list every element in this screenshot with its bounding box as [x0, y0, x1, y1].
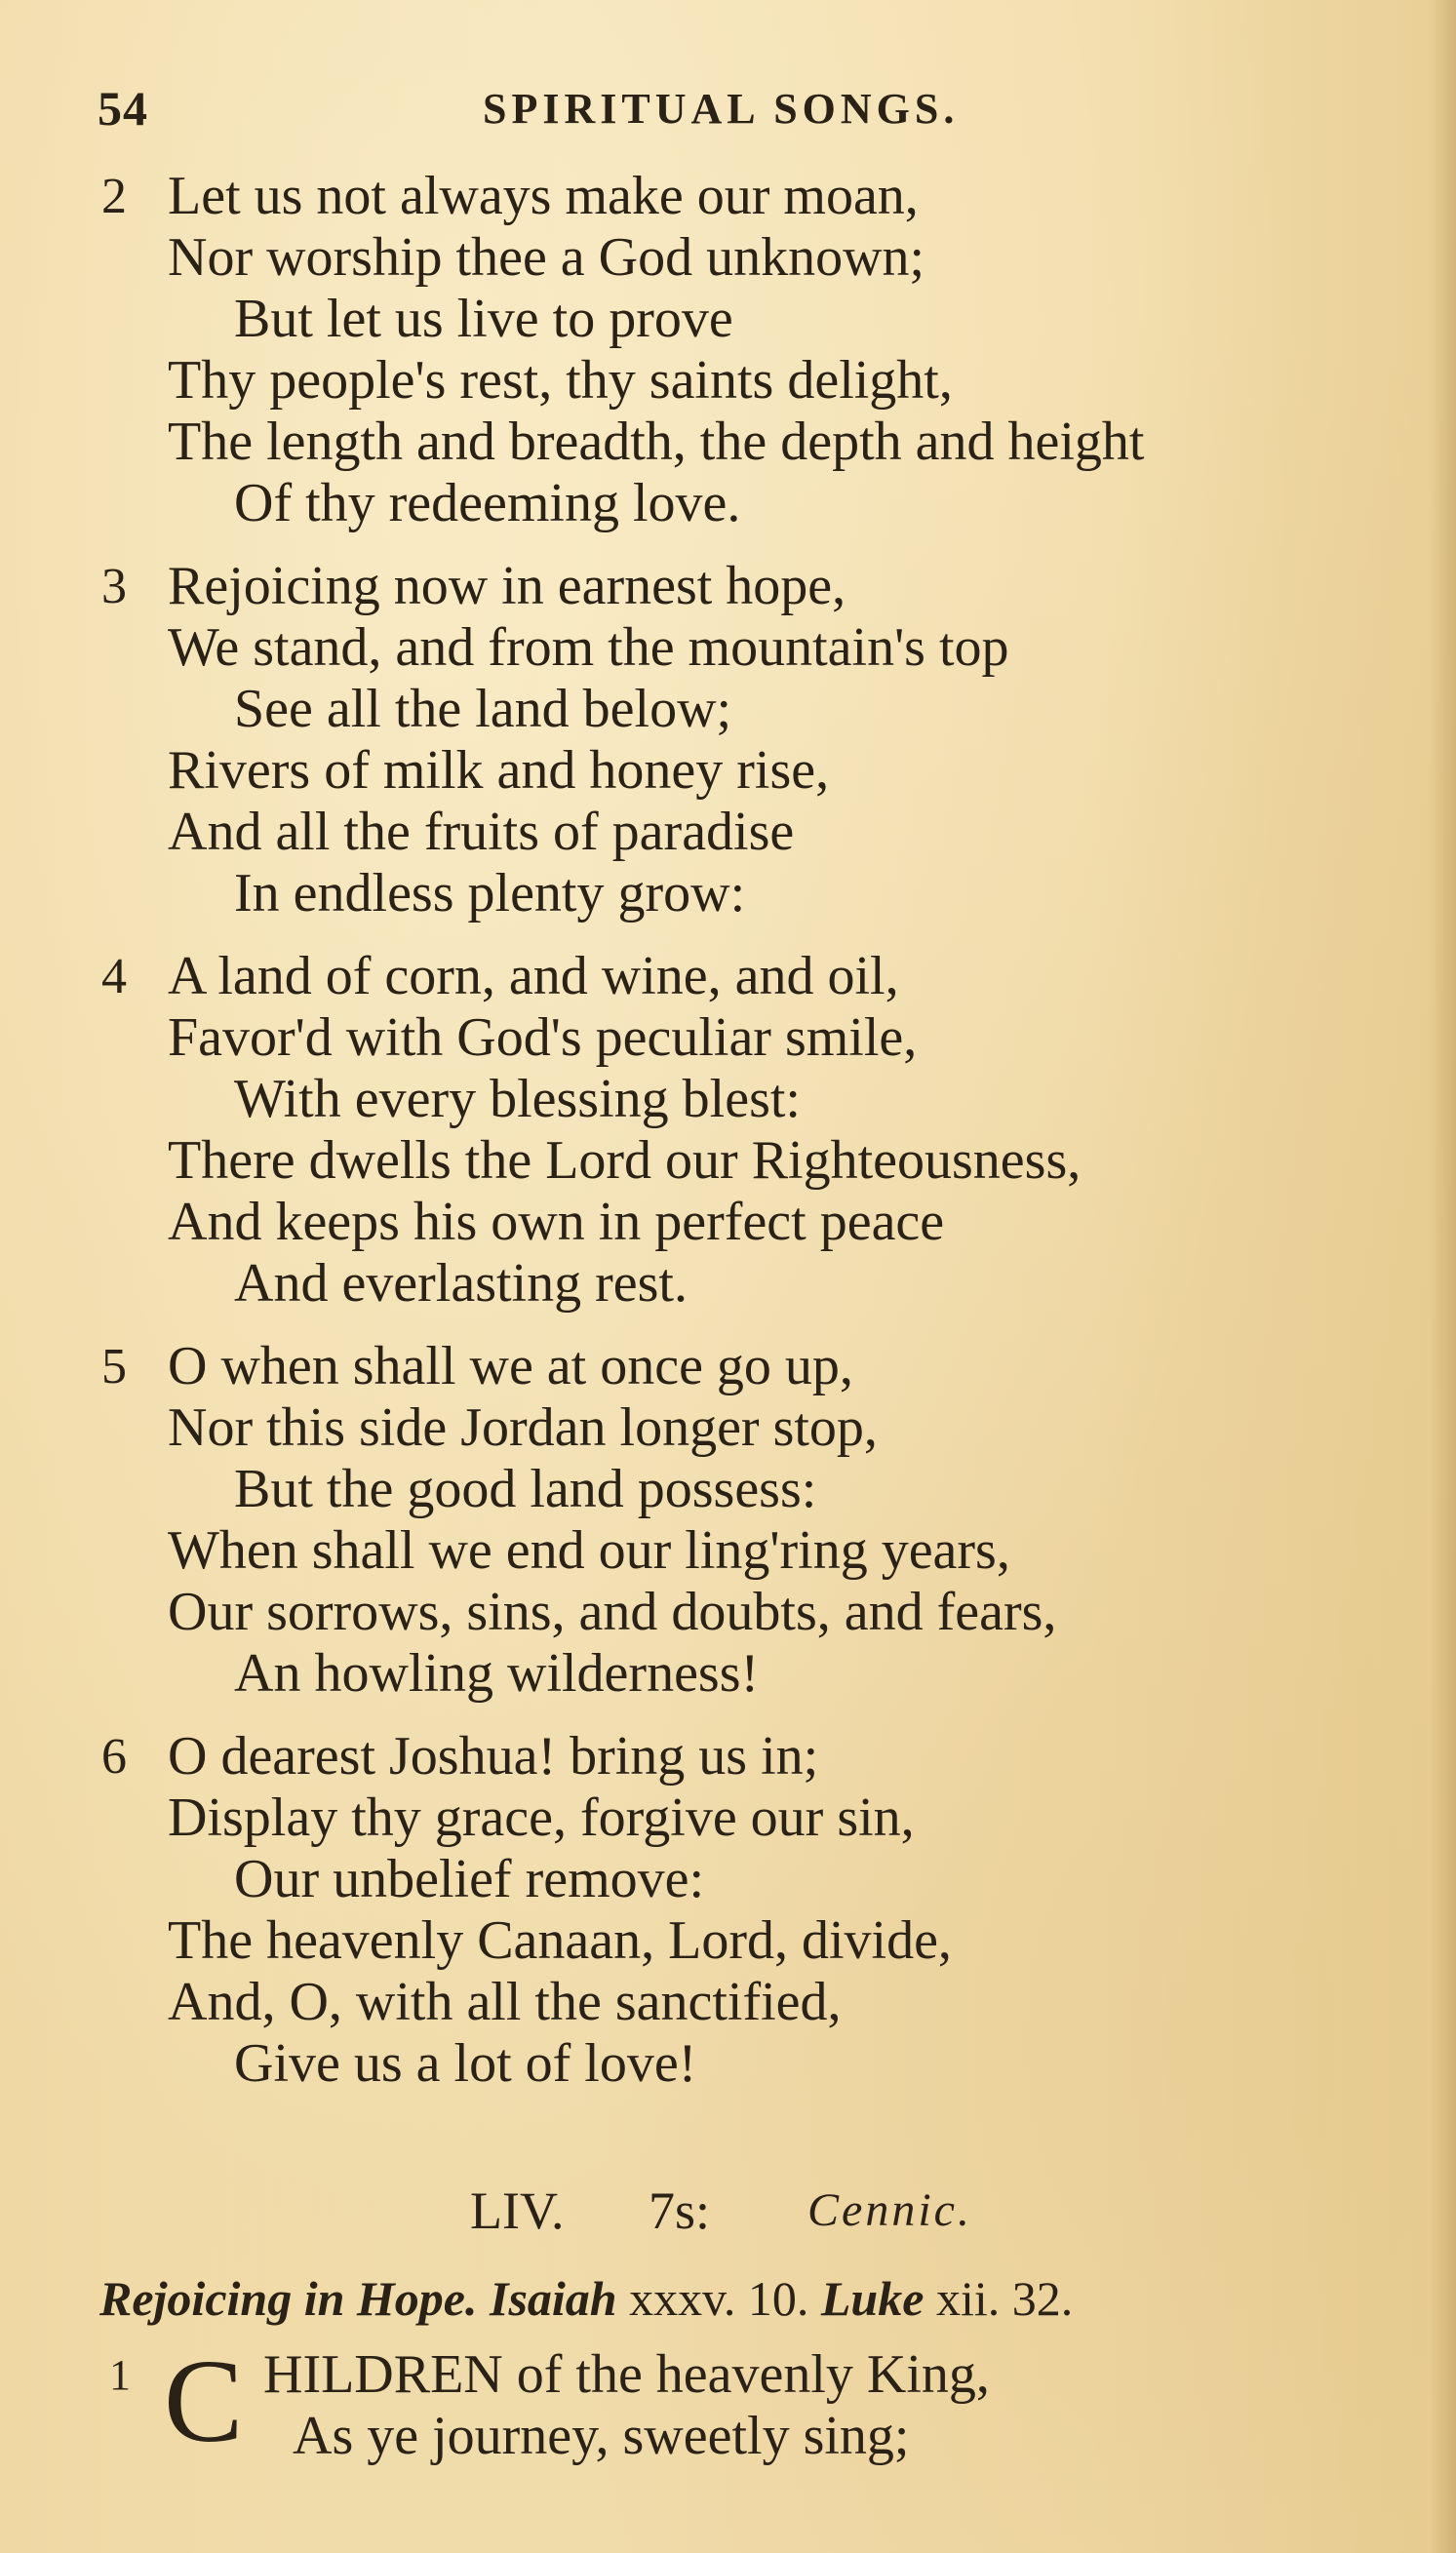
- verse-line: The heavenly Canaan, Lord, divide,: [168, 1910, 952, 1971]
- verse-number: 5: [101, 1339, 127, 1394]
- verse-line: Display thy grace, forgive our sin,: [168, 1787, 915, 1848]
- verse-line: Of thy redeeming love.: [234, 473, 741, 533]
- page-header: [98, 80, 1073, 138]
- verse-5: [0, 1336, 1456, 1705]
- hymn-meter: 7s:: [649, 2181, 711, 2240]
- verse-number: 3: [101, 559, 127, 614]
- running-title: SPIRITUAL SONGS.: [483, 85, 960, 133]
- hymn-subtitle: [99, 2264, 1436, 2333]
- verse-line: Thy people's rest, thy saints delight,: [168, 350, 953, 411]
- verse-line: See all the land below;: [234, 679, 732, 739]
- verse-line: A land of corn, and wine, and oil,: [168, 946, 899, 1006]
- verse-line: The length and breadth, the depth and height: [168, 412, 1145, 472]
- hymn-number: LIV.: [470, 2181, 565, 2240]
- hymn-verses: [0, 166, 1456, 2116]
- verse-line: HILDREN of the heavenly King,: [263, 2344, 990, 2405]
- verse-line: Give us a lot of love!: [234, 2033, 697, 2094]
- verse-line: Our sorrows, sins, and doubts, and fears,: [168, 1582, 1057, 1642]
- verse-line: As ye journey, sweetly sing;: [293, 2406, 910, 2466]
- verse-line: We stand, and from the mountain's top: [168, 617, 1009, 678]
- verse-4: [0, 946, 1456, 1315]
- verse-number: 4: [101, 949, 127, 1004]
- verse-line: Nor this side Jordan longer stop,: [168, 1397, 878, 1458]
- verse-line: There dwells the Lord our Righteousness,: [168, 1130, 1082, 1191]
- verse-line: O dearest Joshua! bring us in;: [168, 1726, 819, 1787]
- verse-line: And keeps his own in perfect peace: [168, 1192, 945, 1252]
- verse-line: Our unbelief remove:: [234, 1849, 705, 1909]
- scripture-ref-location: xii. 32.: [935, 2271, 1074, 2326]
- drop-cap: C: [164, 2336, 244, 2467]
- verse-line: O when shall we at once go up,: [168, 1336, 853, 1396]
- page-number: 54: [98, 81, 148, 136]
- hymn-heading: [0, 2177, 1456, 2245]
- verse-line: Nor worship thee a God unknown;: [168, 227, 925, 288]
- verse-number: 6: [101, 1729, 127, 1785]
- verse-line: Favor'd with God's peculiar smile,: [168, 1007, 918, 1068]
- verse-line: An howling wilderness!: [234, 1643, 760, 1704]
- verse-3: [0, 556, 1456, 924]
- verse-number: 2: [101, 169, 127, 224]
- verse-line: When shall we end our ling'ring years,: [168, 1520, 1010, 1581]
- verse-number: 1: [109, 2351, 131, 2399]
- hymn-subtitle-title: Rejoicing in Hope.: [99, 2271, 478, 2326]
- verse-2: [0, 166, 1456, 534]
- hymn-liv-verse-1: [0, 2336, 1456, 2467]
- verse-line: Rejoicing now in earnest hope,: [168, 556, 846, 616]
- scripture-ref-location: xxxv. 10.: [629, 2271, 809, 2326]
- verse-line: But the good land possess:: [234, 1459, 817, 1519]
- hymn-tune: Cennic.: [807, 2184, 972, 2236]
- verse-line: And, O, with all the sanctified,: [168, 1972, 842, 2032]
- verse-line: And all the fruits of paradise: [168, 802, 795, 862]
- verse-line: Rivers of milk and honey rise,: [168, 740, 830, 801]
- scripture-ref-book: Isaiah: [490, 2271, 617, 2326]
- verse-6: [0, 1726, 1456, 2095]
- verse-line: With every blessing blest:: [234, 1069, 801, 1129]
- verse-line: In endless plenty grow:: [234, 863, 746, 923]
- verse-line: But let us live to prove: [234, 289, 733, 349]
- verse-line: And everlasting rest.: [234, 1253, 688, 1314]
- scripture-ref-book: Luke: [820, 2271, 925, 2326]
- verse-line: Let us not always make our moan,: [168, 166, 919, 226]
